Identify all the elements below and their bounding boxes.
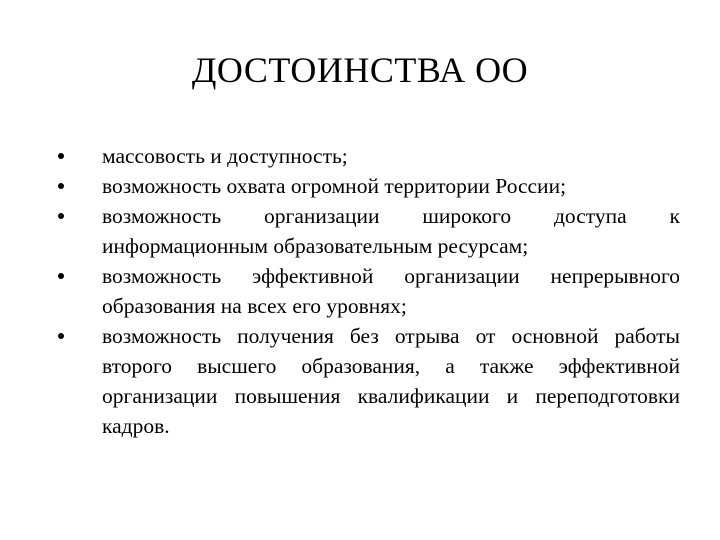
- bullet-dot-icon: [58, 333, 64, 339]
- list-item-text: возможность получения без отрыва от основной работы второго высшего образования, а также эффективной организации повышения квалификации и переподготовки кадров.: [102, 324, 680, 438]
- bullet-dot-icon: [58, 153, 64, 159]
- bullet-dot-icon: [58, 273, 64, 279]
- slide-title: ДОСТОИНСТВА ОО: [191, 50, 529, 90]
- list-item-text: массовость и доступность;: [102, 144, 348, 168]
- list-item: [58, 321, 680, 441]
- list-item-text: возможность эффективной организации непрерывного образования на всех его уровнях;: [102, 264, 680, 318]
- list-item-text: возможность охвата огромной территории России;: [102, 174, 567, 198]
- list-item-text: возможность организации широкого доступа к информационным образовательным ресурсам;: [102, 204, 680, 258]
- list-item: [58, 201, 680, 261]
- bullet-dot-icon: [58, 213, 64, 219]
- list-item: [58, 171, 680, 201]
- list-item: [58, 141, 680, 171]
- bullet-list: [58, 141, 680, 441]
- list-item: [58, 261, 680, 321]
- bullet-dot-icon: [58, 183, 64, 189]
